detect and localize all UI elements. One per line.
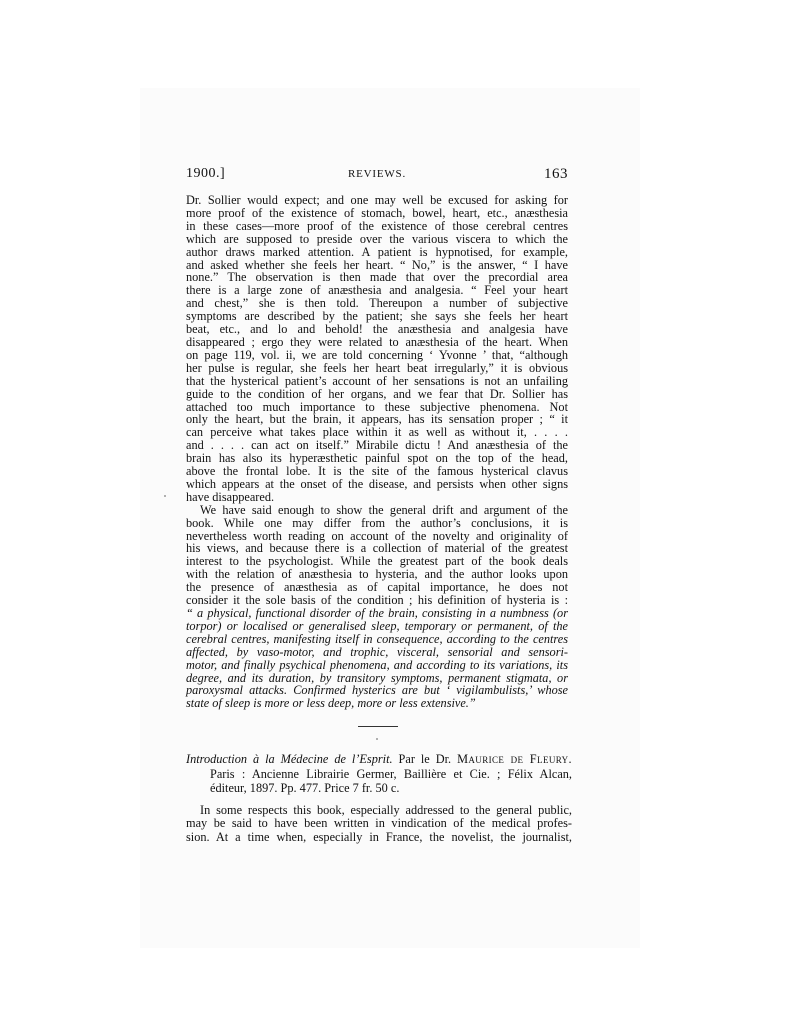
text-line: have disappeared. [186,489,275,504]
text-line: nevertheless worth reading on account of the novelty and originality of [186,528,568,543]
text-line: guide to the condition of her organs, and we fear that Dr. Sollier has [186,386,568,401]
text-line: only the heart, but the brain, it appears, has its sensation proper ; “ it [186,412,568,427]
publisher-line: éditeur, 1897. Pp. 477. Price 7 fr. 50 c. [210,781,400,795]
text-line: that the hysterical patient’s account of her sensations is not an unfailing [186,373,568,388]
text-line: can perceive what takes place within it as well as without it, . . . . [186,425,568,440]
new-review [186,752,572,844]
review-body [186,804,572,845]
text-line: her pulse is regular, she feels her heart beat irregularly,” it is obvious [186,360,568,375]
book-citation [186,752,572,796]
text-line: consider it the sole basis of the condition ; his definition of hysteria is : [186,593,568,608]
text-line: none.” The observation is then made that over the precordial area [186,270,568,285]
text-line: and chest,” she is then told. Thereupon a number of subjective [186,296,568,311]
quoted-definition-line: cerebral centres, manifesting itself in consequence, according to the centres [186,631,568,646]
page-number: 163 [544,166,568,182]
header-year: 1900.] [186,166,226,181]
text-line: his views, and because there is a collection of material of the greatest [186,541,568,556]
quoted-definition-line: degree, and its duration, by transitory symptoms, permanent stigmata, or [186,670,568,685]
text-line: disappeared ; ergo they were related to anæsthesia of the heart. When [186,334,568,349]
text-line: there is a large zone of anæsthesia and analgesia. “ Feel your heart [186,283,568,298]
text-line: with the relation of anæsthesia to hysteria, and the author looks upon [186,567,568,582]
quoted-definition-line: paroxysmal attacks. Confirmed hysterics are but ‘ vigilambulists,’ whose [186,683,568,698]
review-continuation [186,194,568,710]
author-prefix: Par le Dr. [398,752,452,766]
text-line: interest to the psychologist. While the greatest part of the book deals [186,554,568,569]
text-line: on page 119, vol. ii, we are told concerning ‘ Yvonne ’ that, “although [186,347,568,362]
text-line: may be said to have been written in vindication of the medical profes- [186,816,572,830]
text-line: which appears at the onset of the disease, and persists when other signs [186,476,568,491]
text-line: We have said enough to show the general drift and argument of the [200,502,568,517]
text-line: symptoms are described by the patient; she says she feels her heart [186,309,568,324]
publisher-line: Paris : Ancienne Librairie Germer, Baillière et Cie. ; Félix Alcan, [210,766,572,781]
text-line: In some respects this book, especially addressed to the general public, [200,802,572,817]
quoted-definition-line: “ a physical, functional disorder of the brain, consisting in a numbness (or [186,606,568,620]
quoted-definition-line: motor, and finally psychical phenomena, and according to its variations, its [186,657,568,672]
running-head [186,166,568,190]
print-speck [376,738,378,740]
text-line: book. While one may differ from the author’s conclusions, it is [186,515,568,530]
text-line: Dr. Sollier would expect; and one may well be excused for asking for [186,193,568,207]
text-line: the presence of anæsthesia as of capital importance, he does not [186,580,568,595]
text-line: and . . . . can act on itself.” Mirabile dictu ! And anæsthesia of the [186,438,568,453]
text-line: sion. At a time when, especially in France, the novelist, the journalist, [186,829,572,844]
text-line: author draws marked attention. A patient is hypnotised, for example, [186,244,568,259]
text-line: and asked whether she feels her heart. “ No,” is the answer, “ I have [186,257,568,272]
header-section: REVIEWS. [347,168,407,180]
text-line: above the frontal lobe. It is the site of the famous hysterical clavus [186,464,568,479]
text-line: brain has also its hyperæsthetic painful spot on the top of the head, [186,451,568,466]
book-title: Introduction à la Médecine de l’Esprit. [186,752,393,766]
section-divider [358,726,398,727]
text-line: more proof of the existence of stomach, bowel, heart, etc., anæsthesia [186,205,568,220]
quoted-definition-line: torpor) or localised or generalised sleep, temporary or permanent, of the [186,618,568,633]
text-line: in these cases—more proof of the existence of those cerebral centres [186,218,568,233]
print-speck [164,495,166,497]
book-author: Maurice de Fleury. [457,752,573,766]
quoted-definition-line: state of sleep is more or less deep, more or less extensive.” [186,696,476,711]
text-line: beat, etc., and lo and behold! the anæsthesia and analgesia have [186,322,568,337]
text-line: which are supposed to preside over the various viscera to which the [186,231,568,246]
quoted-definition-line: affected, by vaso-motor, and trophic, visceral, sensorial and sensori- [186,644,568,659]
text-line: attached too much importance to these subjective phenomena. Not [186,399,568,414]
